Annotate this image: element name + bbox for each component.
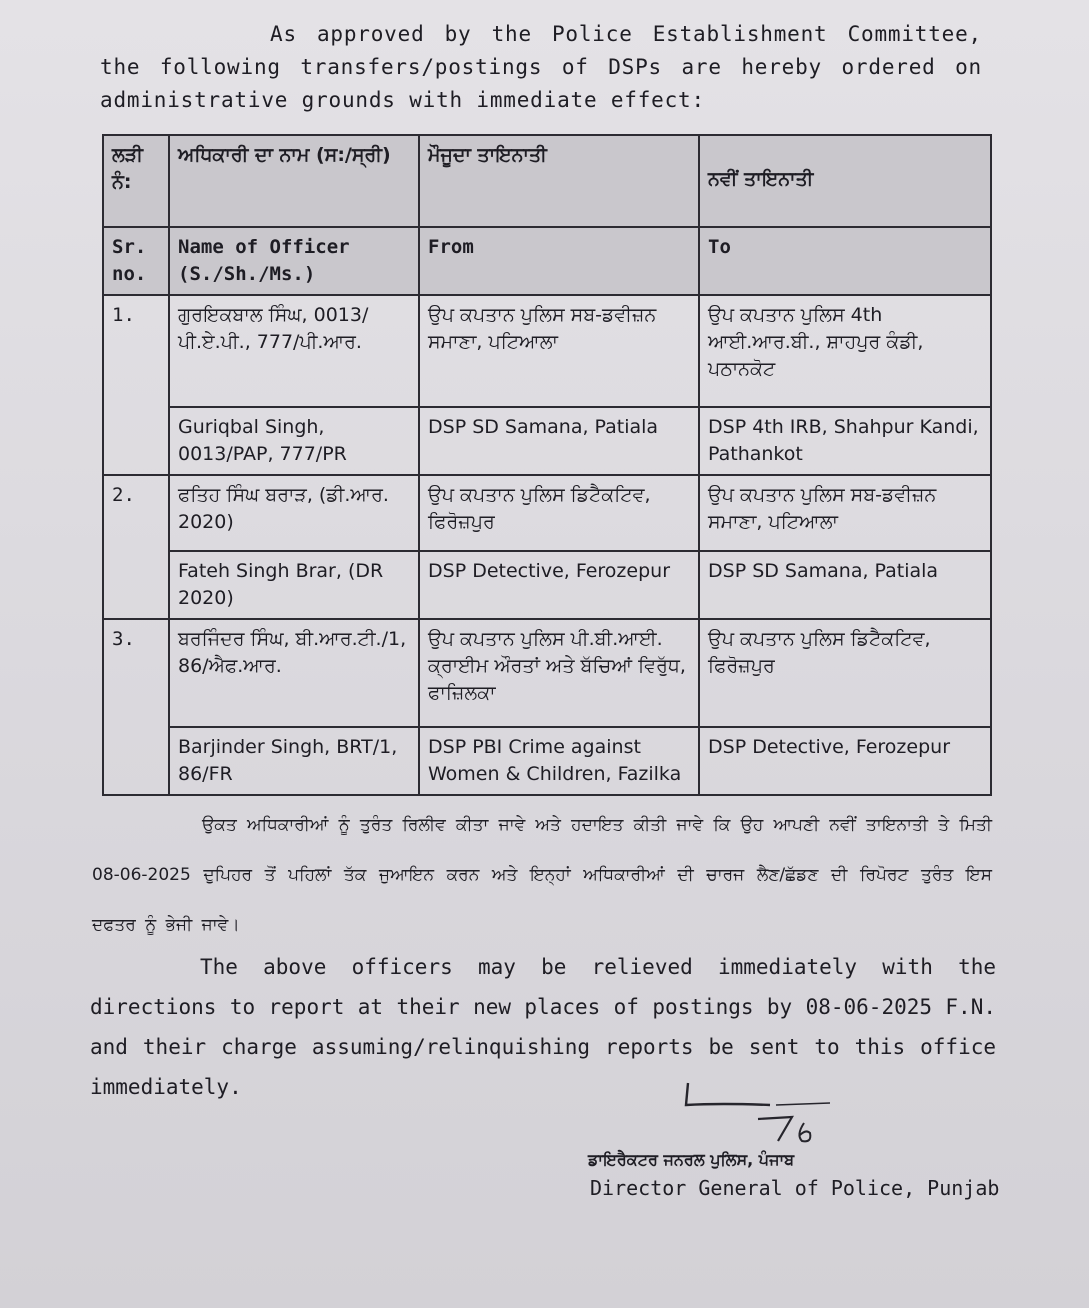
officer-name-pa: ਗੁਰਇਕਬਾਲ ਸਿੰਘ, 0013/ਪੀ.ਏ.ਪੀ., 777/ਪੀ.ਆਰ. bbox=[169, 295, 419, 407]
posting-from-pa: ਉਪ ਕਪਤਾਨ ਪੁਲਿਸ ਪੀ.ਬੀ.ਆਈ. ਕ੍ਰਾਈਮ ਔਰਤਾਂ ਅਤੇ ਬੱਚਿਆਂ ਵਿਰੁੱਧ, ਫਾਜ਼ਿਲਕਾ bbox=[419, 619, 699, 727]
table-row bbox=[103, 551, 991, 619]
closing-paragraph-en: The above officers may be relieved immediately with the directions to report at their new places of postings by 08-06-2025 F.N. and their charge assuming/relinquishing reports be sent to this office immediately. bbox=[90, 955, 996, 1099]
table-row bbox=[103, 727, 991, 795]
posting-from-en: DSP PBI Crime against Women & Children, Fazilka bbox=[419, 727, 699, 795]
header-to-en: To bbox=[699, 227, 991, 295]
posting-from-pa: ਉਪ ਕਪਤਾਨ ਪੁਲਿਸ ਸਬ-ਡਵੀਜ਼ਨ ਸਮਾਣਾ, ਪਟਿਆਲਾ bbox=[419, 295, 699, 407]
officer-name-en: Fateh Singh Brar, (DR 2020) bbox=[169, 551, 419, 619]
header-row-punjabi bbox=[103, 135, 991, 227]
row-serial: 3. bbox=[103, 619, 169, 795]
signatory-title-pa: ਡਾਇਰੈਕਟਰ ਜਨਰਲ ਪੁਲਿਸ, ਪੰਜਾਬ bbox=[588, 1150, 795, 1169]
table-row bbox=[103, 295, 991, 407]
posting-to-en: DSP SD Samana, Patiala bbox=[699, 551, 991, 619]
header-from-pa: ਮੌਜੂਦਾ ਤਾਇਨਾਤੀ bbox=[419, 135, 699, 227]
table-row bbox=[103, 475, 991, 551]
header-name-en: Name of Officer (S./Sh./Ms.) bbox=[169, 227, 419, 295]
header-sr-pa: ਲੜੀ ਨੰ: bbox=[103, 135, 169, 227]
posting-from-pa: ਉਪ ਕਪਤਾਨ ਪੁਲਿਸ ਡਿਟੈਕਟਿਵ, ਫਿਰੋਜ਼ਪੁਰ bbox=[419, 475, 699, 551]
row-serial: 2. bbox=[103, 475, 169, 619]
table-row bbox=[103, 619, 991, 727]
posting-to-en: DSP 4th IRB, Shahpur Kandi, Pathankot bbox=[699, 407, 991, 475]
officer-name-en: Barjinder Singh, BRT/1, 86/FR bbox=[169, 727, 419, 795]
posting-to-pa: ਉਪ ਕਪਤਾਨ ਪੁਲਿਸ ਡਿਟੈਕਟਿਵ, ਫਿਰੋਜ਼ਪੁਰ bbox=[699, 619, 991, 727]
intro-paragraph: As approved by the Police Establishment Committee, the following transfers/postings of DSPs are hereby ordered on administrative grounds with immediate effect: bbox=[100, 22, 982, 112]
header-from-en: From bbox=[419, 227, 699, 295]
header-sr-en: Sr. no. bbox=[103, 227, 169, 295]
posting-to-pa: ਉਪ ਕਪਤਾਨ ਪੁਲਿਸ 4th ਆਈ.ਆਰ.ਬੀ., ਸ਼ਾਹਪੁਰ ਕੰਡੀ, ਪਠਾਨਕੋਟ bbox=[699, 295, 991, 407]
posting-from-en: DSP SD Samana, Patiala bbox=[419, 407, 699, 475]
row-serial: 1. bbox=[103, 295, 169, 475]
signatory-title-en: Director General of Police, Punjab bbox=[590, 1176, 1000, 1200]
officer-name-en: Guriqbal Singh, 0013/PAP, 777/PR bbox=[169, 407, 419, 475]
transfer-table bbox=[102, 134, 992, 796]
header-row-english bbox=[103, 227, 991, 295]
table-row bbox=[103, 407, 991, 475]
header-to-pa: ਨਵੀਂ ਤਾਇਨਾਤੀ bbox=[699, 135, 991, 227]
posting-to-en: DSP Detective, Ferozepur bbox=[699, 727, 991, 795]
closing-paragraph-pa: ਉਕਤ ਅਧਿਕਾਰੀਆਂ ਨੂੰ ਤੁਰੰਤ ਰਿਲੀਵ ਕੀਤਾ ਜਾਵੇ ਅਤੇ ਹਦਾਇਤ ਕੀਤੀ ਜਾਵੇ ਕਿ ਉਹ ਆਪਣੀ ਨਵੀਂ ਤਾਇਨਾਤੀ ਤੇ ਮਿਤੀ 08-06-2025 ਦੁਪਿਹਰ ਤੋਂ ਪਹਿਲਾਂ ਤੱਕ ਜੁਆਇਨ ਕਰਨ ਅਤੇ ਇਨ੍ਹਾਂ ਅਧਿਕਾਰੀਆਂ ਦੀ ਚਾਰਜ ਲੈਣ/ਛੱਡਣ ਦੀ ਰਿਪੋਰਟ ਤੁਰੰਤ ਇਸ ਦਫਤਰ ਨੂੰ ਭੇਜੀ ਜਾਵੇ। bbox=[92, 815, 992, 935]
signature-mark bbox=[680, 1075, 850, 1150]
officer-name-pa: ਫਤਿਹ ਸਿੰਘ ਬਰਾੜ, (ਡੀ.ਆਰ. 2020) bbox=[169, 475, 419, 551]
officer-name-pa: ਬਰਜਿੰਦਰ ਸਿੰਘ, ਬੀ.ਆਰ.ਟੀ./1, 86/ਐਫ.ਆਰ. bbox=[169, 619, 419, 727]
posting-to-pa: ਉਪ ਕਪਤਾਨ ਪੁਲਿਸ ਸਬ-ਡਵੀਜ਼ਨ ਸਮਾਣਾ, ਪਟਿਆਲਾ bbox=[699, 475, 991, 551]
posting-from-en: DSP Detective, Ferozepur bbox=[419, 551, 699, 619]
header-name-pa: ਅਧਿਕਾਰੀ ਦਾ ਨਾਮ (ਸ:/ਸ੍ਰੀ) bbox=[169, 135, 419, 227]
